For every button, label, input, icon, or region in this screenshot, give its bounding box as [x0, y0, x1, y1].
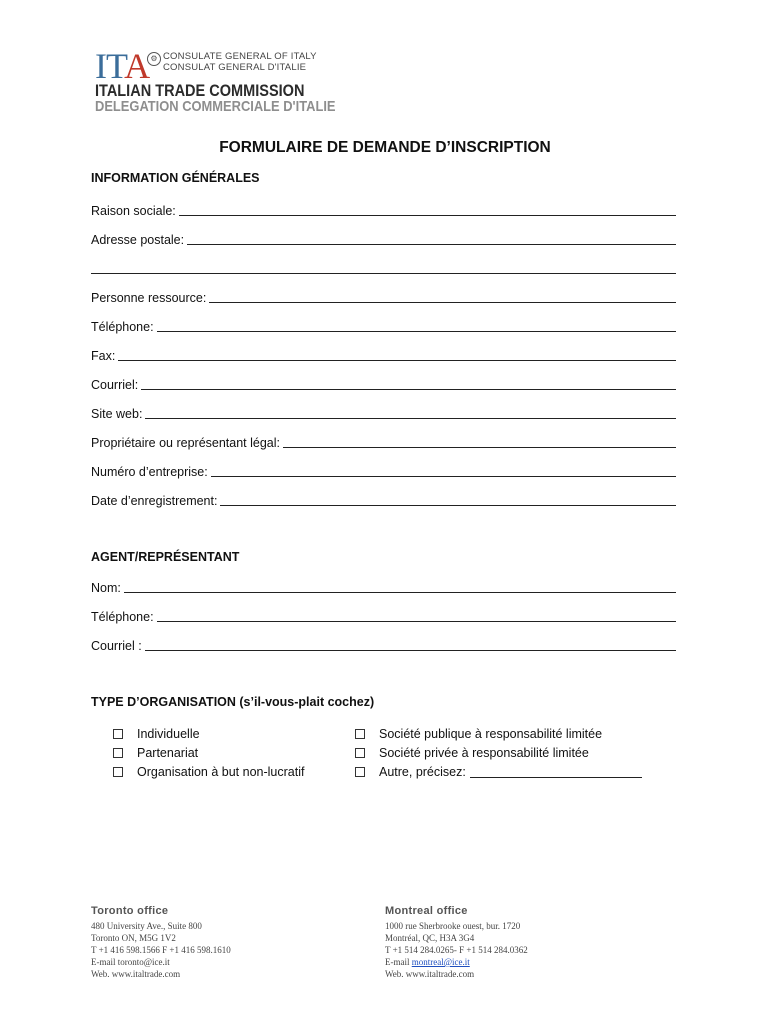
field-line[interactable] [145, 638, 676, 651]
field-label: Personne ressource: [91, 291, 207, 305]
logo-consul-line-1: CONSULATE GENERAL OF ITALY [163, 51, 317, 62]
option-societe-publique[interactable] [355, 724, 642, 743]
logo-commission: ITALIAN TRADE COMMISSION [95, 82, 305, 100]
field-adresse-postale-continued[interactable] [91, 258, 676, 276]
office-title: Montreal office [385, 905, 468, 917]
org-options-left [113, 724, 304, 781]
option-label: Partenariat [137, 745, 199, 760]
field-line[interactable] [211, 464, 676, 477]
logo-mark-a: A [124, 46, 150, 86]
field-raison-sociale[interactable] [91, 200, 676, 218]
field-label: Téléphone: [91, 610, 154, 624]
field-agent-nom[interactable] [91, 577, 676, 595]
field-numero-entreprise[interactable] [91, 461, 676, 479]
office-title: Toronto office [91, 905, 169, 917]
field-agent-telephone[interactable] [91, 606, 676, 624]
checkbox[interactable] [113, 748, 123, 758]
option-individuelle[interactable] [113, 724, 304, 743]
field-label: Fax: [91, 349, 116, 363]
option-label: Individuelle [137, 726, 200, 741]
office-phone-line: T +1 416 598.1566 F +1 416 598.1610 [91, 945, 231, 955]
field-label: Téléphone: [91, 320, 154, 334]
field-label: Nom: [91, 581, 121, 595]
field-date-enregistrement[interactable] [91, 490, 676, 508]
email-label: E-mail [91, 957, 118, 967]
field-label: Raison sociale: [91, 204, 176, 218]
office-phone-line: T +1 514 284.0265- F +1 514 284.0362 [385, 945, 528, 955]
field-personne-ressource[interactable] [91, 287, 676, 305]
field-label: Numéro d’entreprise: [91, 465, 208, 479]
checkbox[interactable] [355, 748, 365, 758]
option-partenariat[interactable] [113, 743, 304, 762]
field-label: Courriel : [91, 639, 142, 653]
option-societe-privee[interactable] [355, 743, 642, 762]
logo-delegation: DELEGATION COMMERCIALE D'ITALIE [95, 98, 336, 115]
field-line[interactable] [187, 232, 676, 245]
section-agent-heading: AGENT/REPRÉSENTANT [91, 550, 240, 564]
field-line[interactable] [157, 609, 676, 622]
field-line[interactable] [124, 580, 676, 593]
office-web-line: Web. www.italtrade.com [91, 969, 181, 979]
office-email-line [91, 956, 231, 968]
office-city-line: Montréal, QC, H3A 3G4 [385, 933, 475, 943]
option-label: Autre, précisez: [379, 764, 466, 779]
option-organisation-non-lucratif[interactable] [113, 762, 304, 781]
montreal-office [385, 905, 528, 980]
field-label: Adresse postale: [91, 233, 185, 247]
checkbox[interactable] [355, 767, 365, 777]
field-line[interactable] [283, 435, 676, 448]
office-address-line: 480 University Ave., Suite 800 [91, 921, 202, 931]
org-options-right [355, 724, 642, 781]
field-fax[interactable] [91, 345, 676, 363]
logo-consulate-text [163, 51, 317, 73]
field-label: Propriétaire ou représentant légal: [91, 436, 281, 450]
logo-mark-it: IT [95, 46, 125, 86]
field-label: Courriel: [91, 378, 139, 392]
office-city-line: Toronto ON, M5G 1V2 [91, 933, 176, 943]
section-org-heading: TYPE D’ORGANISATION (s’il-vous-plait cochez) [91, 695, 375, 709]
field-line[interactable] [118, 348, 676, 361]
field-label: Date d’enregistrement: [91, 494, 218, 508]
logo-mark [95, 48, 149, 84]
field-line[interactable] [157, 319, 676, 332]
field-line[interactable] [141, 377, 676, 390]
field-label: Site web: [91, 407, 143, 421]
field-line[interactable] [209, 290, 676, 303]
field-site-web[interactable] [91, 403, 676, 421]
field-telephone[interactable] [91, 316, 676, 334]
email-label: E-mail [385, 957, 412, 967]
field-line[interactable] [220, 493, 676, 506]
field-courriel[interactable] [91, 374, 676, 392]
email-link[interactable]: montreal@ice.it [411, 957, 470, 967]
autre-precisez-line[interactable] [470, 765, 642, 778]
ita-logo [95, 46, 336, 115]
option-label: Société publique à responsabilité limitée [379, 726, 603, 741]
toronto-office [91, 905, 231, 980]
field-agent-courriel[interactable] [91, 635, 676, 653]
field-line[interactable] [179, 203, 676, 216]
form-title: FORMULAIRE DE DEMANDE D’INSCRIPTION [219, 139, 551, 156]
email-value: toronto@ice.it [117, 957, 170, 967]
field-line[interactable] [145, 406, 676, 419]
office-address-line: 1000 rue Sherbrooke ouest, bur. 1720 [385, 921, 521, 931]
office-web-line: Web. www.italtrade.com [385, 969, 475, 979]
option-label: Société privée à responsabilité limitée [379, 745, 589, 760]
option-label: Organisation à but non-lucratif [137, 764, 305, 779]
section-general-heading: INFORMATION GÉNÉRALES [91, 171, 260, 185]
field-adresse-postale[interactable] [91, 229, 676, 247]
field-line[interactable] [91, 261, 676, 274]
seal-icon: ⚙ [147, 52, 161, 66]
option-autre[interactable] [355, 762, 642, 781]
field-proprietaire[interactable] [91, 432, 676, 450]
logo-consul-line-2: CONSULAT GENERAL D'ITALIE [163, 62, 307, 73]
checkbox[interactable] [113, 767, 123, 777]
office-email-line [385, 956, 528, 968]
checkbox[interactable] [113, 729, 123, 739]
checkbox[interactable] [355, 729, 365, 739]
